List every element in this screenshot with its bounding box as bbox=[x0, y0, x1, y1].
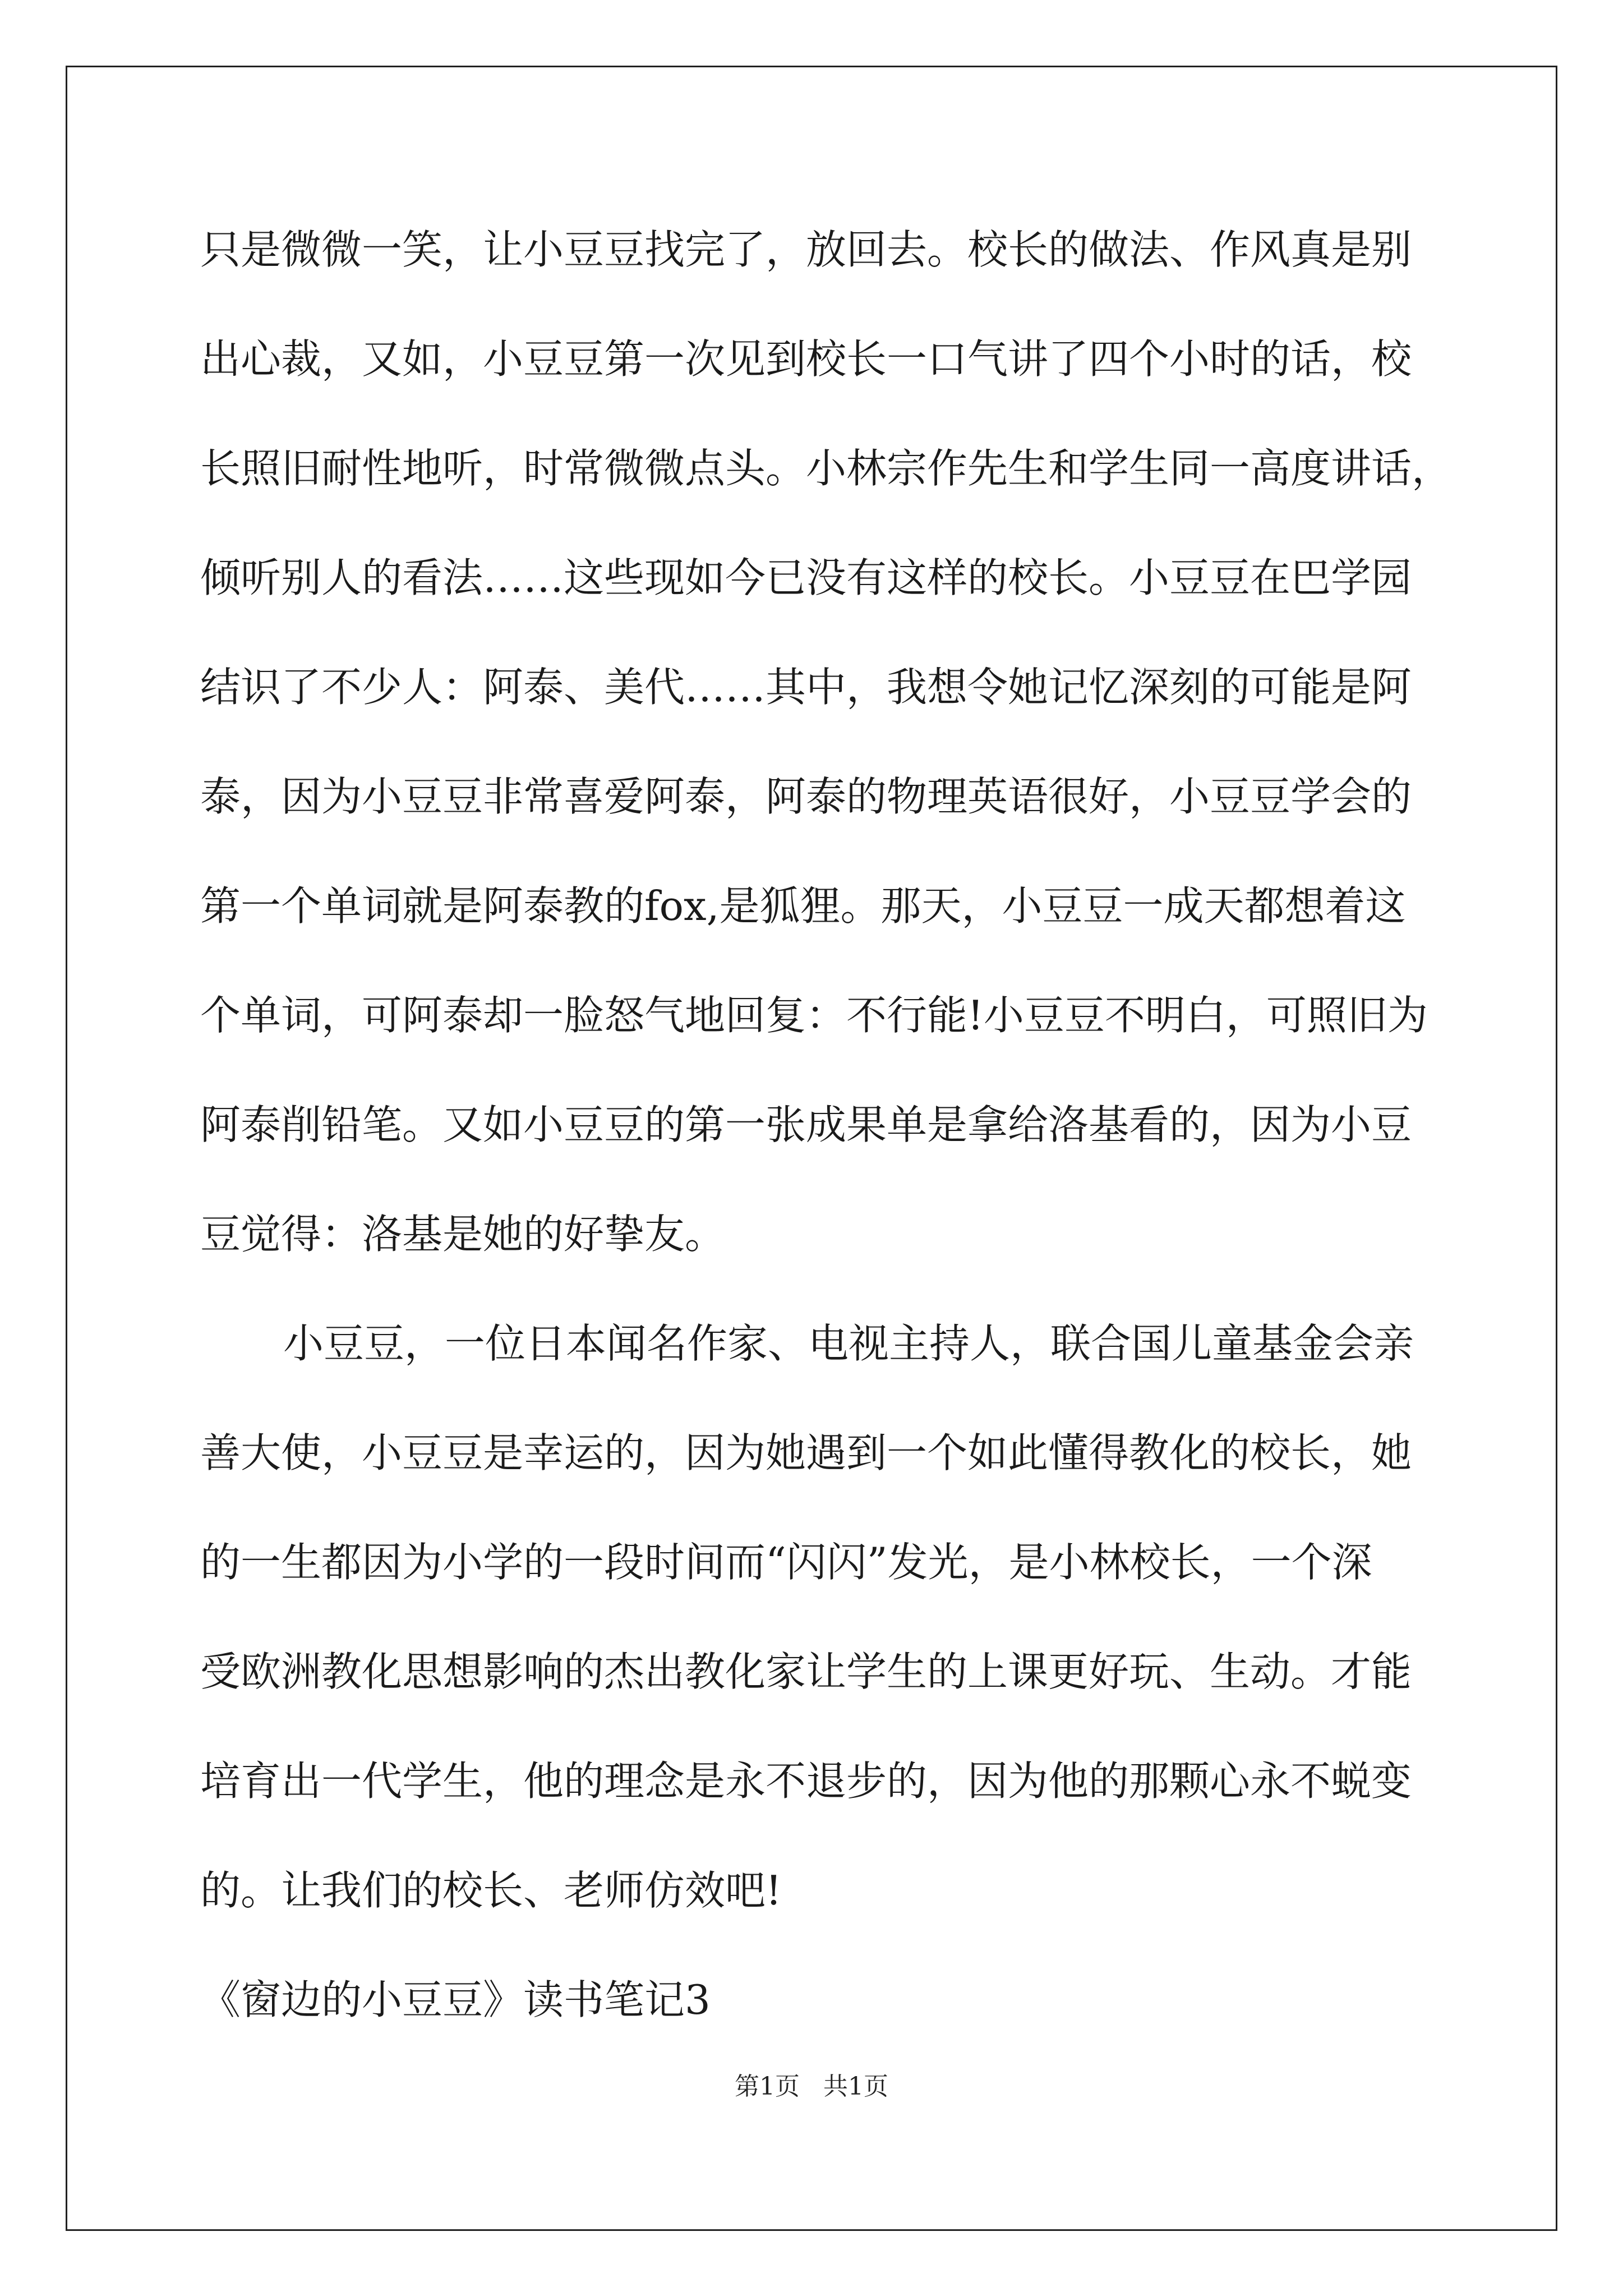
body-line: 倾听别人的看法……这些现如今已没有这样的校长。小豆豆在巴学园 bbox=[200, 554, 1412, 601]
body-line: 泰，因为小豆豆非常喜爱阿泰，阿泰的物理英语很好，小豆豆学会的 bbox=[200, 773, 1412, 820]
body-line: 个单词，可阿泰却一脸怒气地回复：不行能!小豆豆不明白，可照旧为 bbox=[200, 992, 1428, 1039]
body-line: 的一生都因为小学的一段时间而“闪闪”发光，是小林校长，一个深 bbox=[200, 1539, 1372, 1586]
body-line: 结识了不少人：阿泰、美代……其中，我想令她记忆深刻的可能是阿 bbox=[200, 664, 1412, 711]
body-line: 善大使，小豆豆是幸运的，因为她遇到一个如此懂得教化的校长，她 bbox=[200, 1429, 1412, 1476]
body-line: 受欧洲教化思想影响的杰出教化家让学生的上课更好玩、生动。才能 bbox=[200, 1648, 1412, 1695]
body-line: 阿泰削铅笔。又如小豆豆的第一张成果单是拿给洛基看的，因为小豆 bbox=[200, 1101, 1412, 1148]
body-line: 豆觉得：洛基是她的好挚友。 bbox=[200, 1211, 726, 1258]
body-line: 小豆豆，一位日本闻名作家、电视主持人，联合国儿童基金会亲 bbox=[283, 1320, 1414, 1367]
page-footer: 第1页 共1页 bbox=[735, 2072, 888, 2101]
body-line: 的。让我们的校长、老师仿效吧! bbox=[200, 1867, 782, 1914]
body-line: 只是微微一笑，让小豆豆找完了，放回去。校长的做法、作风真是别 bbox=[200, 226, 1412, 273]
body-line: 出心裁，又如，小豆豆第一次见到校长一口气讲了四个小时的话，校 bbox=[200, 335, 1412, 383]
body-line: 长照旧耐性地听，时常微微点头。小林宗作先生和学生同一高度讲话， bbox=[200, 445, 1453, 492]
section-heading: 《窗边的小豆豆》读书笔记3 bbox=[200, 1976, 711, 2023]
body-line: 第一个单词就是阿泰教的fox,是狐狸。那天，小豆豆一成天都想着这 bbox=[200, 882, 1406, 930]
body-line: 培育出一代学生，他的理念是永不退步的，因为他的那颗心永不蜕变 bbox=[200, 1757, 1412, 1805]
